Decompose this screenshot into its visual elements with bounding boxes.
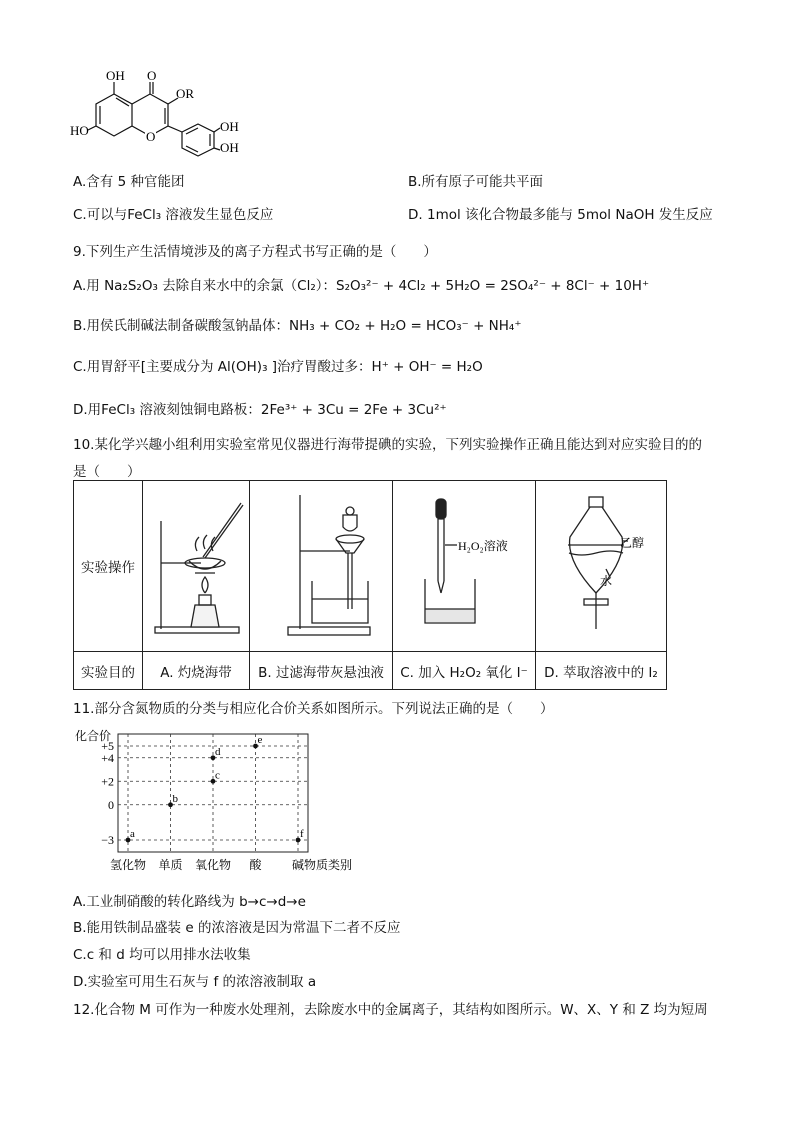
struct-ho-left: HO	[70, 123, 89, 138]
chart-point-label: a	[130, 828, 135, 840]
chart-point-label: d	[215, 745, 221, 758]
separatory-funnel-figure	[536, 481, 666, 651]
struct-o-top: O	[147, 68, 157, 83]
valence-chart	[73, 726, 353, 876]
figure-cell-c	[393, 481, 536, 652]
chart-point-label: c	[215, 769, 220, 782]
chart-point-label: b	[172, 792, 178, 805]
q12-stem: 12.化合物 M 可作为一种废水处理剂，去除废水中的金属离子，其结构如图所示。W、X、Y 和 Z 均为短周	[73, 1002, 708, 1018]
chart-ytick-label: +4	[101, 750, 114, 765]
chart-xlabel: 物质类别	[304, 858, 353, 872]
chart-xtick-label: 酸	[249, 858, 262, 872]
q8-option-a: A.含有 5 种官能团	[73, 174, 185, 190]
water-label: 水	[600, 574, 613, 588]
chart-xtick-label: 单质	[158, 858, 183, 872]
chart-xtick-label: 氧化物	[194, 858, 232, 872]
chart-point-label: f	[300, 828, 304, 840]
experiment-table	[73, 480, 667, 690]
struct-o-ring: O	[146, 129, 156, 144]
chart-xtick-label: 碱	[291, 858, 305, 872]
q10-stem-line2: 是（ ）	[73, 464, 141, 480]
q9-option-c: C.用胃舒平[主要成分为 Al(OH)₃ ]治疗胃酸过多：H⁺ + OH⁻ = H₂O	[73, 359, 483, 375]
struct-or: OR	[176, 86, 195, 101]
chart-yticks	[101, 739, 114, 847]
q9-option-d: D.用FeCl₃ 溶液刻蚀铜电路板：2Fe³⁺ + 3Cu = 2Fe + 3Cu²⁺	[73, 402, 447, 418]
purpose-b: B. 过滤海带灰悬浊液	[250, 652, 393, 690]
purpose-d: D. 萃取溶液中的 I₂	[536, 652, 667, 690]
q9-stem: 9.下列生产生活情境涉及的离子方程式书写正确的是（ ）	[73, 244, 437, 260]
figure-cell-a	[143, 481, 250, 652]
chart-axes	[118, 734, 308, 852]
chart-grid	[118, 734, 308, 852]
chart-points	[126, 734, 304, 842]
q8-option-c: C.可以与FeCl₃ 溶液发生显色反应	[73, 207, 274, 223]
figure-cell-b	[250, 481, 393, 652]
struct-oh-top: OH	[106, 68, 125, 83]
q10-stem-line1: 10.某化学兴趣小组利用实验室常见仪器进行海带提碘的实验，下列实验操作正确且能达到对应实验目的的	[73, 437, 702, 453]
q11-option-d: D.实验室可用生石灰与 f 的浓溶液制取 a	[73, 974, 317, 990]
ethanol-label: 乙醇	[620, 536, 645, 550]
dropper-beaker-figure	[393, 481, 535, 651]
chart-ytick-label: 0	[108, 797, 114, 812]
purpose-a: A. 灼烧海带	[143, 652, 250, 690]
chart-xtick-label: 氢化物	[109, 858, 147, 872]
q8-option-d: D. 1mol 该化合物最多能与 5mol NaOH 发生反应	[408, 207, 713, 223]
q11-option-b: B.能用铁制品盛装 e 的浓溶液是因为常温下二者不反应	[73, 920, 401, 936]
chart-xticks	[110, 857, 304, 872]
chart-ytick-label: −3	[101, 833, 114, 847]
q11-option-a: A.工业制硝酸的转化路线为 b→c→d→e	[73, 894, 306, 910]
filtration-apparatus-figure	[250, 481, 392, 651]
chart-point-label: e	[257, 734, 263, 746]
q11-option-c: C.c 和 d 均可以用排水法收集	[73, 947, 251, 963]
flavonoid-structure	[70, 68, 240, 160]
q9-option-b: B.用侯氏制碱法制备碳酸氢钠晶体：NH₃ + CO₂ + H₂O = HCO₃⁻ + NH₄⁺	[73, 318, 522, 334]
q11-stem: 11.部分含氮物质的分类与相应化合价关系如图所示。下列说法正确的是（ ）	[73, 701, 554, 717]
purpose-c: C. 加入 H₂O₂ 氧化 I⁻	[393, 652, 536, 690]
burning-apparatus-figure	[143, 481, 249, 651]
chart-ytick-label: +2	[101, 774, 114, 789]
h2o2-label: H₂O₂溶液	[458, 539, 508, 553]
figure-cell-d	[536, 481, 667, 652]
q9-option-a: A.用 Na₂S₂O₃ 去除自来水中的余氯（Cl₂）：S₂O₃²⁻ + 4Cl₂ + 5H₂O = 2SO₄²⁻ + 8Cl⁻ + 10H⁺	[73, 278, 650, 294]
struct-oh-r1: OH	[220, 119, 239, 134]
row-label-operation: 实验操作	[74, 481, 143, 652]
row-label-purpose: 实验目的	[74, 652, 143, 690]
chart-ylabel: 化合价	[75, 729, 112, 743]
struct-oh-r2: OH	[220, 140, 239, 155]
chart-ytick-label: +5	[101, 739, 114, 753]
q8-option-b: B.所有原子可能共平面	[408, 174, 544, 190]
